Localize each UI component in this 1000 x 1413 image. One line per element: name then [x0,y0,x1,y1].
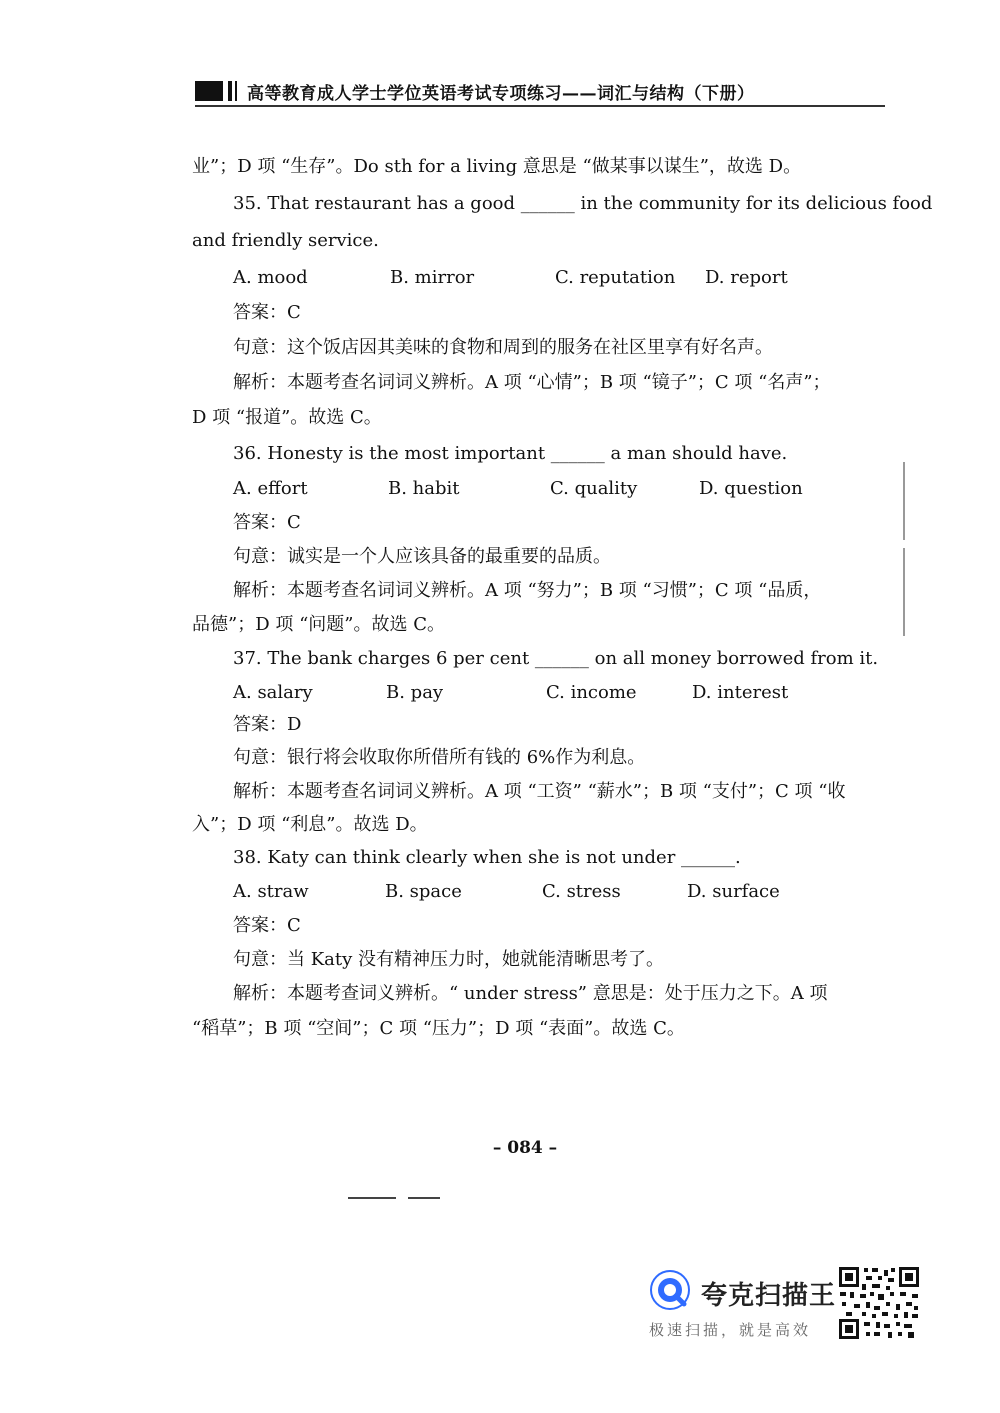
q38-stem: 38. Katy can think clearly when she is not under ______. [233,847,741,868]
q36-meaning: 句意：诚实是一个人应该具备的最重要的品质。 [233,546,611,567]
header-bar-mark [228,81,232,101]
q37-option-d: D. interest [692,682,789,703]
q37-analysis-cont: 入”；D 项 “利息”。故选 D。 [192,814,428,835]
q36-option-a: A. effort [233,478,308,499]
q36-option-d: D. question [699,478,803,499]
qr-code-icon [838,1266,920,1340]
q35-analysis: 解析：本题考查名词词义辨析。A 项 “心情”；B 项 “镜子”；C 项 “名声”； [233,372,831,393]
header-bar-mark [235,81,237,101]
q36-analysis: 解析：本题考查名词词义辨析。A 项 “努力”；B 项 “习惯”；C 项 “品质， [233,580,822,601]
page-number: – 084 – [492,1138,558,1158]
scan-edge-mark [903,548,905,636]
q35-stem: 35. That restaurant has a good ______ in the community for its delicious food [233,193,933,214]
q35-meaning: 句意：这个饭店因其美味的食物和周到的服务在社区里享有好名声。 [233,337,773,358]
q35-answer: 答案：C [233,302,301,323]
q35-option-a: A. mood [233,267,308,288]
q35-option-d: D. report [705,267,788,288]
q37-option-b: B. pay [386,682,444,703]
q36-answer: 答案：C [233,512,301,533]
q38-meaning: 句意：当 Katy 没有精神压力时，她就能清晰思考了。 [233,949,665,970]
carryover-line: 业”；D 项 “生存”。Do sth for a living 意思是 “做某事以谋生”，故选 D。 [192,156,802,177]
q38-option-c: C. stress [542,881,621,902]
q35-stem-cont: and friendly service. [192,230,379,251]
header-block-mark [195,81,223,101]
q38-option-a: A. straw [233,881,309,902]
watermark-slogan: 极速扫描，就是高效 [649,1321,812,1339]
q37-answer: 答案：D [233,714,302,735]
scan-dash-mark [348,1197,396,1199]
watermark-app-name: 夸克扫描王 [701,1281,837,1311]
quark-logo-icon [649,1269,691,1311]
q36-option-c: C. quality [550,478,638,499]
q38-option-b: B. space [385,881,462,902]
q36-analysis-cont: 品德”；D 项 “问题”。故选 C。 [192,614,445,635]
q38-analysis: 解析：本题考查词义辨析。“ under stress” 意思是：处于压力之下。A 项 [233,983,828,1004]
scan-edge-mark [903,462,905,540]
q35-option-b: B. mirror [390,267,475,288]
q36-stem: 36. Honesty is the most important ______ a man should have. [233,443,788,464]
q37-option-c: C. income [546,682,637,703]
header-title: 高等教育成人学士学位英语考试专项练习——词汇与结构（下册） [247,84,755,104]
q37-meaning: 句意：银行将会收取你所借所有钱的 6%作为利息。 [233,747,646,768]
q38-analysis-cont: “稻草”；B 项 “空间”；C 项 “压力”；D 项 “表面”。故选 C。 [192,1018,685,1039]
q35-option-c: C. reputation [555,267,676,288]
scan-dash-mark [408,1197,440,1199]
q38-option-d: D. surface [687,881,780,902]
q36-option-b: B. habit [388,478,460,499]
header-rule [195,105,885,107]
q37-option-a: A. salary [233,682,313,703]
q38-answer: 答案：C [233,915,301,936]
q37-analysis: 解析：本题考查名词词义辨析。A 项 “工资” “薪水”；B 项 “支付”；C 项 “收 [233,781,846,802]
running-header [195,78,885,104]
q35-analysis-cont: D 项 “报道”。故选 C。 [192,407,382,428]
q37-stem: 37. The bank charges 6 per cent ______ on all money borrowed from it. [233,648,879,669]
